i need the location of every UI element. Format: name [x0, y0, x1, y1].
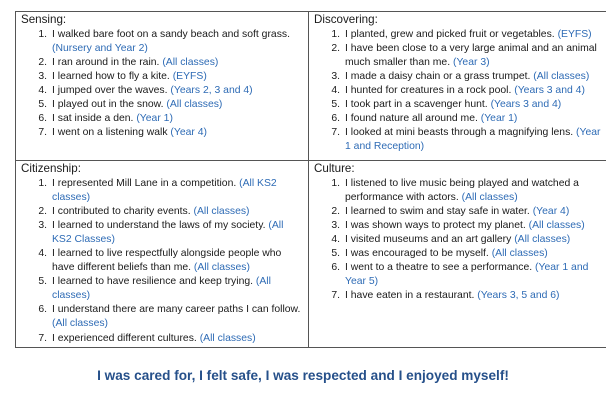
item-classes: (Year 4)	[170, 127, 207, 139]
item-number: 6.	[38, 304, 47, 316]
section-title: Citizenship:	[21, 162, 81, 175]
item-classes: (All classes)	[166, 99, 223, 111]
list-item	[21, 247, 304, 275]
item-classes: (All classes)	[491, 248, 548, 260]
item-text: I jumped over the waves.	[52, 85, 168, 97]
item-classes: (Year 3)	[453, 57, 490, 69]
item-number: 6.	[331, 262, 340, 274]
item-text: I learned to understand the laws of my society.	[52, 220, 266, 232]
item-number: 4.	[38, 85, 47, 97]
item-number: 3.	[38, 220, 47, 232]
item-classes: (Nursery and Year 2)	[52, 43, 148, 55]
list-item	[21, 112, 304, 126]
section-citizenship	[16, 161, 308, 347]
list-item	[21, 177, 304, 205]
list-item	[21, 98, 304, 112]
item-number: 4.	[38, 248, 47, 260]
list-item	[314, 126, 604, 154]
footer-slogan: I was cared for, I felt safe, I was respected and I enjoyed myself!	[97, 368, 509, 383]
item-classes: (EYFS)	[172, 71, 207, 83]
item-number: 1.	[38, 29, 47, 40]
item-classes: (Year 4)	[532, 206, 570, 218]
list-item	[314, 28, 604, 42]
item-number: 2.	[38, 206, 47, 218]
section-title: Culture:	[314, 162, 355, 175]
item-text: I took part in a scavenger hunt.	[345, 99, 488, 111]
item-classes: (All classes)	[193, 206, 250, 218]
item-text: I walked bare foot on a sandy beach and soft grass.	[52, 29, 290, 40]
list-item	[21, 70, 304, 84]
item-classes: (Year 1 and Year 5)	[345, 262, 589, 288]
item-text: I made a daisy chain or a grass trumpet.	[345, 71, 531, 83]
item-number: 4.	[331, 234, 340, 246]
item-text: I was encouraged to be myself.	[345, 248, 489, 260]
item-classes: (All classes)	[52, 276, 271, 302]
item-text: I went to a theatre to see a performance.	[345, 262, 533, 274]
item-number: 3.	[331, 71, 340, 83]
item-number: 7.	[331, 127, 340, 139]
list-item	[314, 42, 604, 70]
item-text: I learned to swim and stay safe in water.	[345, 206, 530, 218]
item-text: I listened to live music being played and watched a performance with actors.	[345, 178, 579, 204]
item-number: 3.	[331, 220, 340, 232]
item-number: 2.	[331, 43, 340, 55]
item-text: I planted, grew and picked fruit or vegetables.	[345, 29, 555, 40]
item-number: 6.	[331, 113, 340, 125]
section-culture	[309, 161, 606, 347]
item-text: I learned to live respectfully alongside people who have different beliefs than me.	[52, 248, 282, 274]
list-item	[314, 233, 604, 247]
item-classes: (All KS2 classes)	[52, 178, 277, 204]
item-number: 1.	[38, 178, 47, 189]
item-classes: (Years 3 and 4)	[490, 99, 562, 111]
item-number: 5.	[38, 99, 47, 111]
item-text: I contributed to charity events.	[52, 206, 191, 218]
pledges-table	[15, 11, 606, 348]
list-item	[314, 205, 604, 219]
item-text: I represented Mill Lane in a competition.	[52, 178, 237, 189]
item-classes: (EYFS)	[557, 29, 592, 40]
item-number: 2.	[331, 206, 340, 218]
item-text: I looked at mini beasts through a magnifying lens.	[345, 127, 574, 139]
item-text: I have eaten in a restaurant.	[345, 290, 475, 302]
item-number: 5.	[331, 99, 340, 111]
pledge-list	[21, 28, 304, 140]
list-item	[21, 84, 304, 98]
item-number: 2.	[38, 57, 47, 69]
item-text: I found nature all around me.	[345, 113, 478, 125]
item-number: 1.	[331, 178, 340, 189]
item-classes: (Years 2, 3 and 4)	[170, 85, 253, 97]
list-item	[21, 332, 304, 346]
item-number: 3.	[38, 71, 47, 83]
item-classes: (Year 1)	[136, 113, 173, 125]
item-classes: (All KS2 Classes)	[52, 220, 284, 246]
item-classes: (Years 3 and 4)	[514, 85, 585, 97]
item-classes: (Year 1 and Reception)	[345, 127, 601, 153]
item-number: 4.	[331, 85, 340, 97]
pledge-list	[314, 28, 604, 154]
list-item	[21, 56, 304, 70]
list-item	[314, 84, 604, 98]
item-classes: (All classes)	[514, 234, 571, 246]
item-text: I visited museums and an art gallery	[345, 234, 512, 246]
list-item	[21, 28, 304, 56]
item-number: 7.	[38, 332, 47, 344]
item-classes: (All classes)	[461, 192, 518, 204]
section-discovering	[309, 12, 606, 160]
item-number: 1.	[331, 29, 340, 40]
pledge-list	[314, 177, 604, 303]
item-text: I sat inside a den.	[52, 113, 134, 125]
item-text: I have been close to a very large animal and an animal much smaller than me.	[345, 43, 597, 69]
item-text: I experienced different cultures.	[52, 332, 197, 344]
section-sensing	[16, 12, 308, 160]
list-item	[21, 275, 304, 303]
item-text: I ran around in the rain.	[52, 57, 160, 69]
item-classes: (Year 1)	[480, 113, 518, 125]
list-item	[314, 261, 604, 289]
item-text: I learned to have resilience and keep trying.	[52, 276, 254, 288]
list-item	[21, 219, 304, 247]
item-number: 5.	[38, 276, 47, 288]
item-text: I hunted for creatures in a rock pool.	[345, 85, 512, 97]
item-classes: (All classes)	[162, 57, 219, 69]
pledge-list	[21, 177, 304, 346]
item-text: I went on a listening walk	[52, 127, 168, 139]
list-item	[314, 112, 604, 126]
item-number: 7.	[38, 127, 47, 139]
list-item	[314, 247, 604, 261]
item-classes: (Years 3, 5 and 6)	[477, 290, 560, 302]
list-item	[314, 219, 604, 233]
section-title: Sensing:	[21, 13, 67, 26]
item-text: I understand there are many career paths I can follow.	[52, 304, 301, 316]
list-item	[314, 177, 604, 205]
item-classes: (All classes)	[528, 220, 585, 232]
item-classes: (All classes)	[193, 262, 250, 274]
item-text: I played out in the snow.	[52, 99, 164, 111]
list-item	[21, 205, 304, 219]
item-text: I was shown ways to protect my planet.	[345, 220, 526, 232]
item-number: 6.	[38, 113, 47, 125]
item-classes: (All classes)	[52, 318, 109, 330]
item-classes: (All classes)	[199, 332, 256, 344]
list-item	[314, 289, 604, 303]
list-item	[314, 70, 604, 84]
list-item	[314, 98, 604, 112]
item-text: I learned how to fly a kite.	[52, 71, 170, 83]
item-number: 7.	[331, 290, 340, 302]
item-classes: (All classes)	[533, 71, 590, 83]
item-number: 5.	[331, 248, 340, 260]
section-title: Discovering:	[314, 13, 378, 26]
list-item	[21, 303, 304, 331]
list-item	[21, 126, 304, 140]
